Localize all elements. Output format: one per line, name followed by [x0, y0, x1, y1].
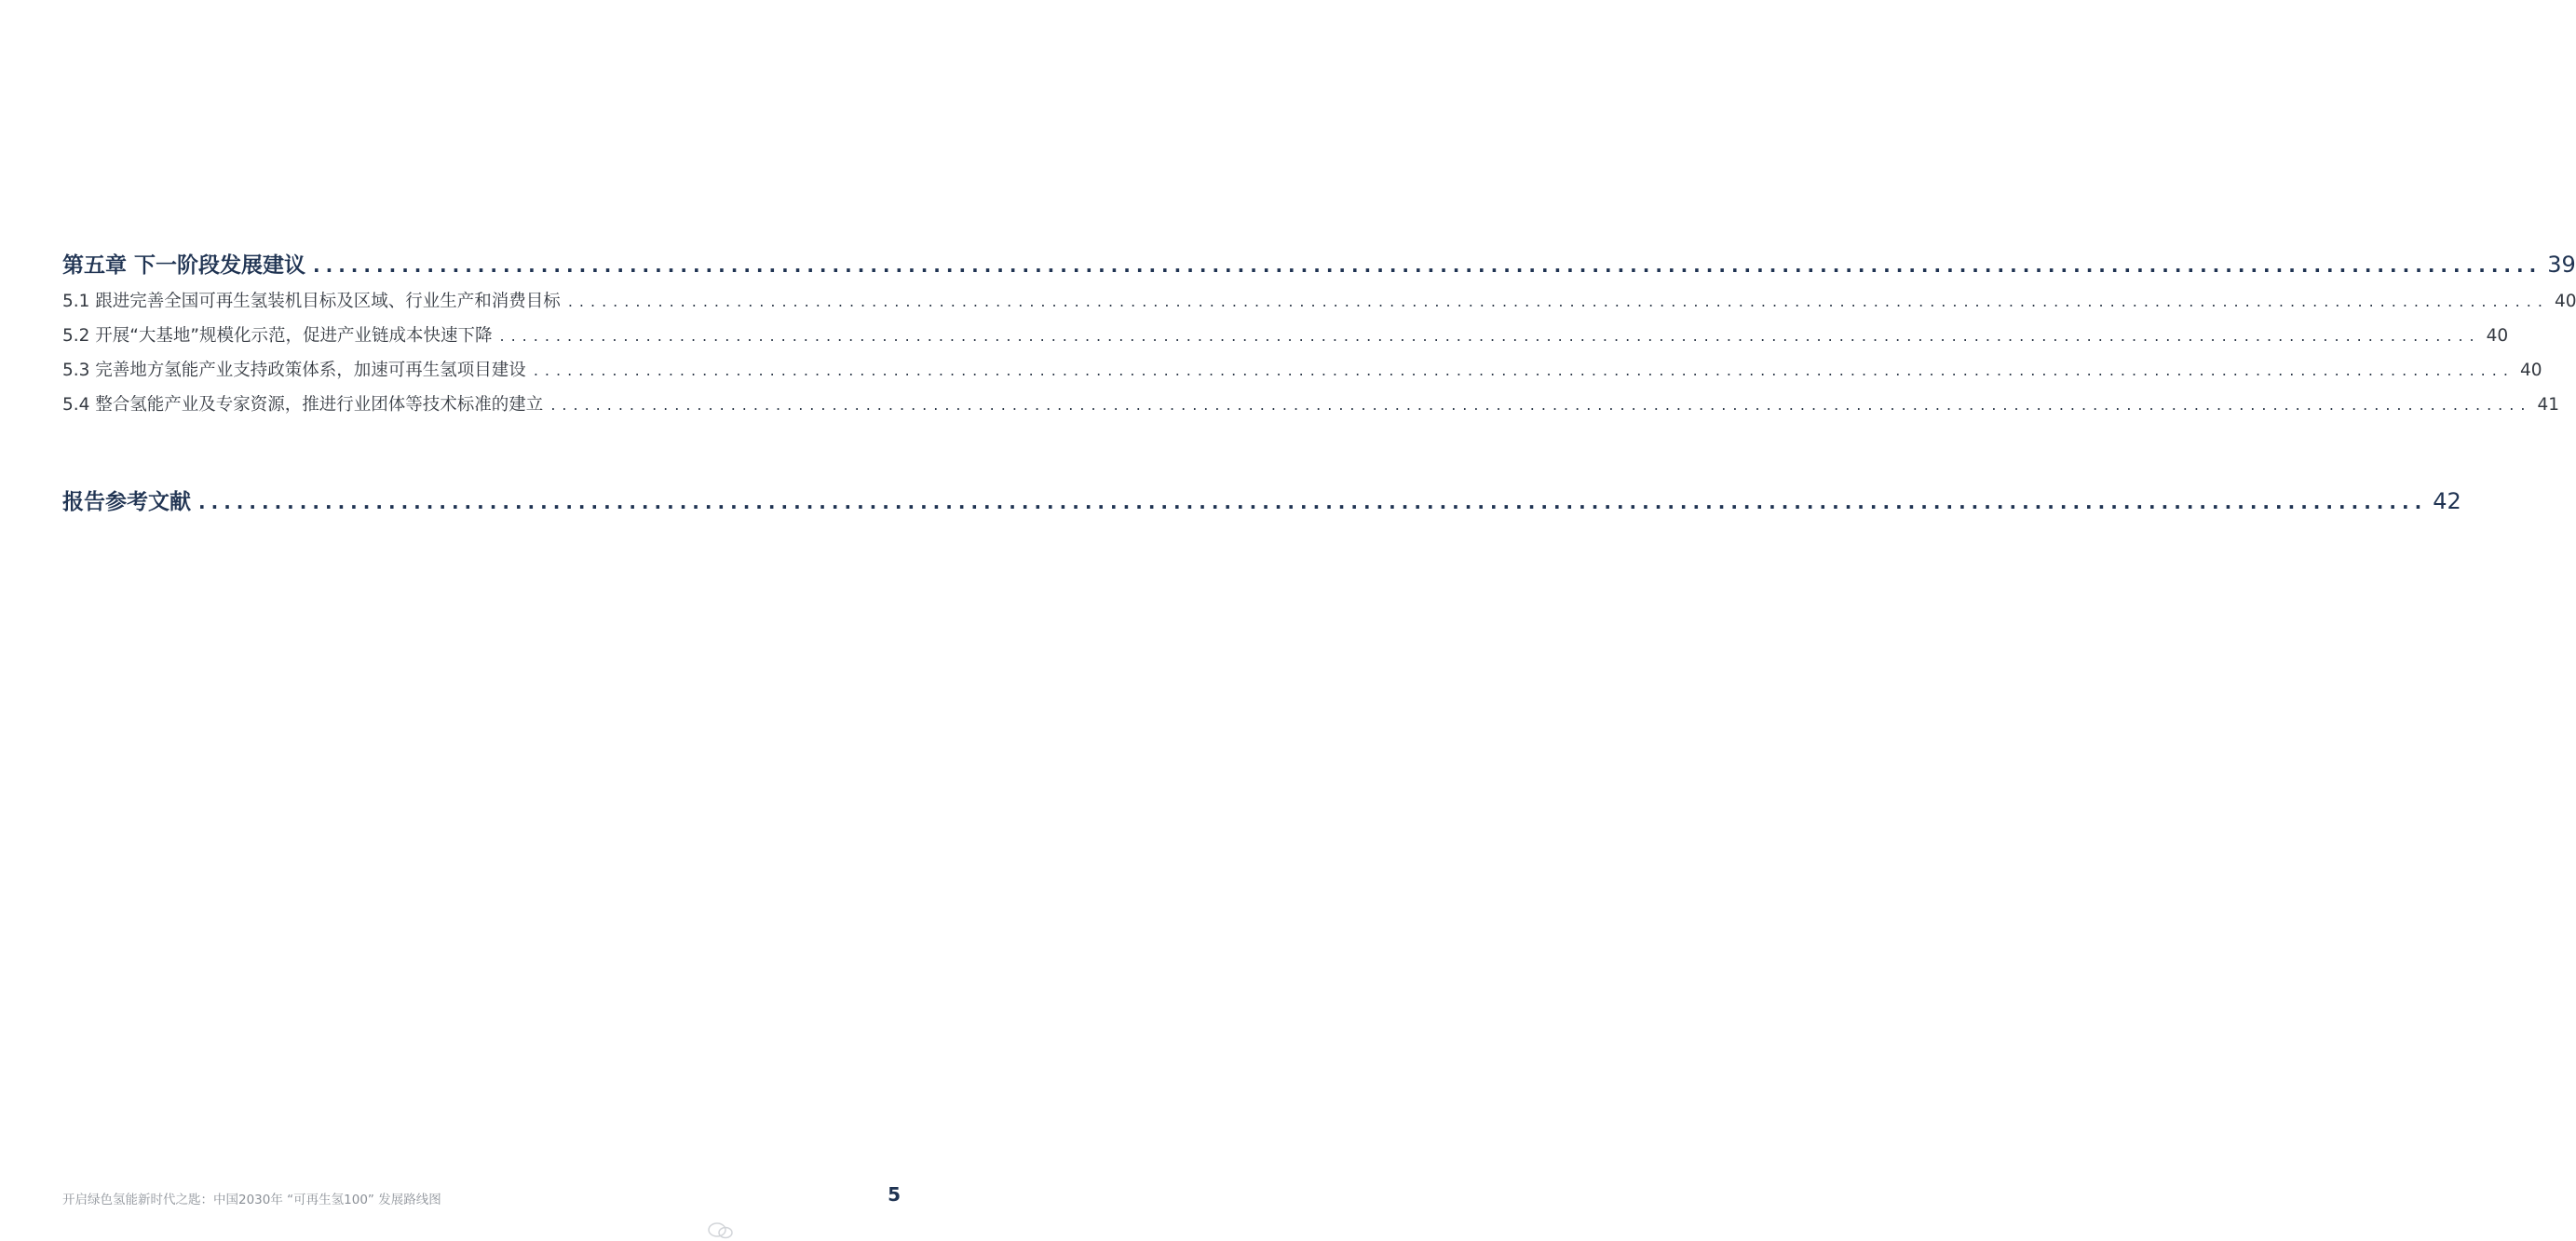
toc-section-title: 5.3 完善地方氢能产业支持政策体系，加速可再生氢项目建设 [62, 361, 526, 380]
toc-section-page: 40 [2554, 292, 2576, 311]
toc-section-5-4[interactable] [62, 391, 2559, 416]
toc-section-5-2[interactable] [62, 322, 2509, 347]
dot-leader: ................................................................................................................................................................................ [567, 293, 2549, 310]
dot-leader: ................................................................................................................................................................................ [533, 361, 2515, 379]
footer-report-title: 开启绿色氢能新时代之匙：中国2030年 “可再生氢100” 发展路线图 [62, 1193, 441, 1207]
toc-section-title: 5.2 开展“大基地”规模化示范，促进产业链成本快速下降 [62, 326, 493, 346]
toc-section-title: 5.4 整合氢能产业及专家资源，推进行业团体等技术标准的建立 [62, 395, 544, 415]
toc-chapter-5-page: 39 [2547, 252, 2576, 278]
wechat-icon [708, 1219, 734, 1237]
toc-references-title: 报告参考文献 [62, 490, 191, 514]
dot-leader: ................................................................................................................................................................................ [499, 327, 2481, 345]
toc-chapter-5-title: 第五章 下一阶段发展建议 [62, 253, 306, 278]
footer-page-number: 5 [888, 1183, 901, 1206]
toc-chapter-5[interactable] [62, 248, 2576, 279]
dot-leader: ................................................................................................................................................................................ [198, 491, 2428, 513]
toc-section-5-1[interactable] [62, 288, 2576, 312]
toc-section-page: 40 [2519, 361, 2542, 380]
watermark [708, 1219, 950, 1233]
toc-section-page: 40 [2486, 326, 2509, 346]
dot-leader: ................................................................................................................................................................................ [313, 254, 2542, 277]
toc-references-page: 42 [2433, 488, 2461, 514]
toc-references[interactable] [62, 484, 2461, 515]
toc-section-title: 5.1 跟进完善全国可再生氢装机目标及区域、行业生产和消费目标 [62, 292, 561, 311]
dot-leader: ................................................................................................................................................................................ [550, 396, 2532, 414]
toc-section-5-3[interactable] [62, 357, 2542, 381]
toc-section-page: 41 [2537, 395, 2559, 415]
